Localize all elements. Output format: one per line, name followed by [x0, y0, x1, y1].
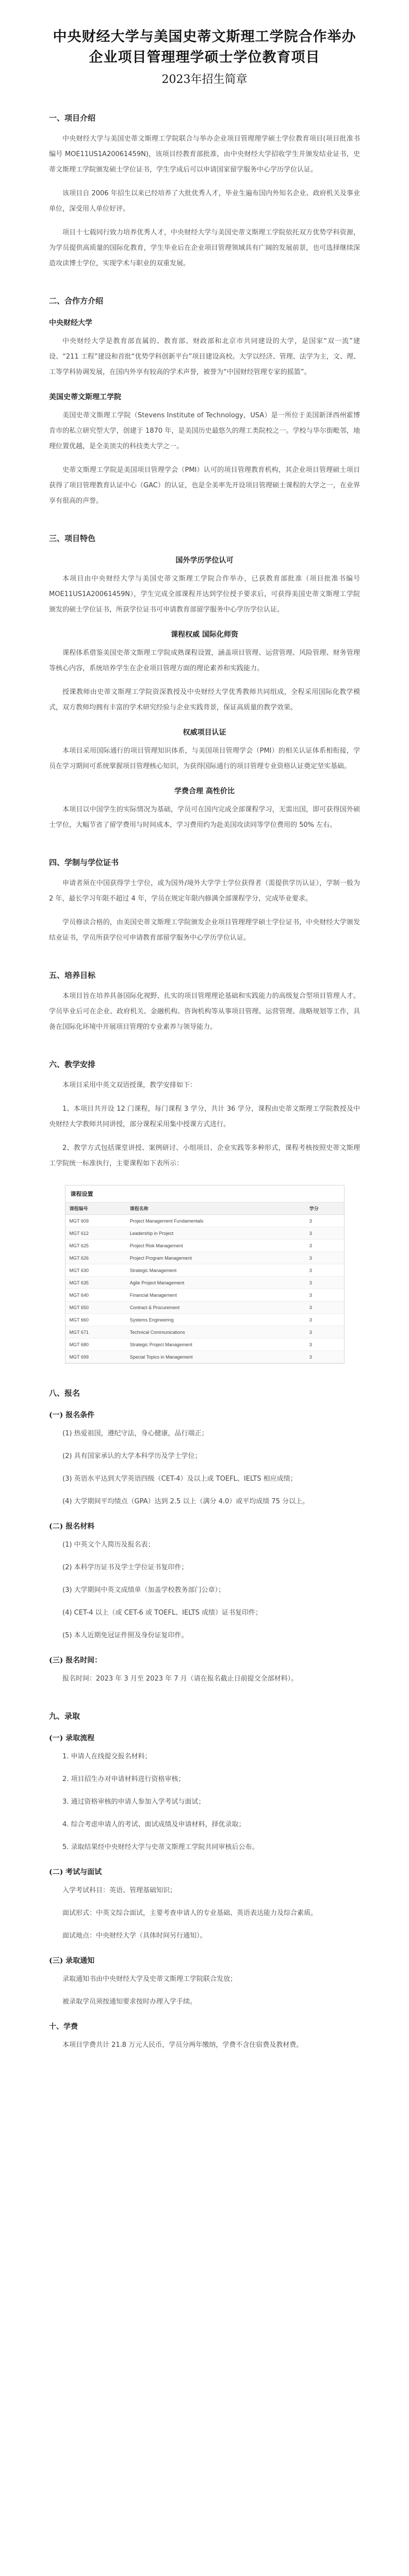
section-heading: 五、培养目标 — [49, 971, 96, 980]
section-duration — [49, 857, 360, 946]
page-subtitle: 2023年招生简章 — [161, 73, 248, 86]
paragraph: 授课教师由史蒂文斯理工学院资深教授及中央财经大学优秀教师共同组成，全程采用国际化教学模式，双方教师均拥有丰富的学术研究经验与企业实践背景，保证高质量的教学效果。 — [49, 688, 360, 711]
table-row — [66, 1301, 344, 1314]
list-item: 入学考试科目：英语、管理基础知识； — [62, 1887, 177, 1894]
table-cell: MGT 680 — [66, 1338, 126, 1351]
list-item: 被录取学员须按通知要求按时办理入学手续。 — [62, 1998, 197, 2006]
table-row — [66, 1289, 344, 1301]
section-heading: 四、学制与学位证书 — [49, 858, 119, 867]
paragraph: 1、本项目共开设 12 门课程，每门课程 3 学分，共计 36 学分，课程由史蒂文斯理工学院教授及中央财经大学教师共同讲授，部分课程采用集中授课方式进行。 — [49, 1105, 360, 1128]
table-header-row — [66, 1202, 344, 1215]
table-cell: MGT 660 — [66, 1314, 126, 1326]
list-item: 面试地点：中央财经大学（具体时间另行通知）。 — [62, 1932, 207, 1940]
list-item: 4. 综合考虑申请人的考试、面试成绩及申请材料，择优录取； — [62, 1821, 246, 1828]
list-item: (3) 大学期间中英文成绩单（加盖学校教务部门公章）； — [62, 1586, 225, 1594]
list-item: 报名时间：2023 年 3 月至 2023 年 7 月（请在报名截止日前提交全部材料）。 — [62, 1675, 298, 1683]
table-cell: MGT 640 — [66, 1289, 126, 1301]
table-cell: 3 — [305, 1240, 344, 1252]
table-row — [66, 1264, 344, 1277]
table-cell: 3 — [305, 1351, 344, 1363]
list-item: 面试形式：中英文综合面试，主要考查申请人的专业基础、英语表达能力及综合素质。 — [62, 1909, 318, 1917]
list-item: (1) 中英文个人简历及报名表； — [62, 1541, 155, 1549]
subheading: 权威项目认证 — [183, 728, 226, 737]
table-cell: 3 — [305, 1264, 344, 1277]
paragraph: 本项目采用中英文双语授课，教学安排如下： — [62, 1081, 197, 1089]
table-cell: Project Management Fundamentals — [126, 1215, 305, 1227]
paragraph: 中央财经大学与美国史蒂文斯理工学院联合与举办企业项目管理理学硕士学位教育项目(项目批准书编号 MOE11US1A20061459N)，该项目经教育部批准，由中央财经大学招收学生并颁发结业证书，史蒂文斯理工学院颁发硕士学位证书，学生学成后可以申请国家留学服务中心学历学位认证。 — [49, 135, 360, 174]
paragraph: 本项目采用国际通行的项目管理知识体系，与美国项目管理学会（PMI）的相关认证体系相衔接，学员在学习期间可系统掌握项目管理核心知识，为获得国际通行的项目管理专业资格认证奠定坚实基础。 — [49, 747, 360, 770]
table-cell: Agile Project Management — [126, 1277, 305, 1289]
subheading: 中央财经大学 — [49, 319, 92, 327]
table-caption: 课程设置 — [66, 1185, 344, 1202]
table-cell: 3 — [305, 1301, 344, 1314]
table-row — [66, 1326, 344, 1338]
section-goals — [49, 970, 360, 1035]
paragraph: 本项目以中国学生的实际情况为基础，学员可在国内完成全部课程学习，无需出国，即可获得国外硕士学位，大幅节省了留学费用与时间成本，学习费用约为赴美国攻读同等学位费用的 50% 左右。 — [49, 806, 360, 829]
paragraph: 本项目由中央财经大学与美国史蒂文斯理工学院合作举办，已获教育部批准（项目批准书编号 MOE11US1A20061459N），学生完成全部课程并达到学位授予要求后，可获得美国史蒂文斯理工学院颁发的硕士学位证书，所获学位证书可申请教育部留学服务中心学历学位认证。 — [49, 575, 360, 614]
table-cell: 3 — [305, 1338, 344, 1351]
table-cell: Project Risk Management — [126, 1240, 305, 1252]
table-row — [66, 1351, 344, 1363]
table-cell: 3 — [305, 1326, 344, 1338]
section-intro — [49, 112, 360, 272]
table-row — [66, 1277, 344, 1289]
table-cell: MGT 635 — [66, 1277, 126, 1289]
paragraph: 中央财经大学是教育部直属的、教育部、财政部和北京市共同建设的大学，是国家“双一流”建设、“211 工程”建设和首批“优势学科创新平台”项目建设高校。大学以经济、管理、法学为主，文、理、工等学科协调发展，在国内外享有较高的学术声誉，被誉为“中国财经管理专家的摇篮”。 — [49, 337, 360, 376]
subheading: (二) 考试与面试 — [49, 1868, 102, 1876]
section-admission — [49, 1710, 360, 2053]
subheading: 国外学历学位认可 — [175, 556, 234, 565]
table-header: 课程名称 — [126, 1202, 305, 1215]
section-teaching — [49, 1059, 360, 1364]
table-cell: MGT 625 — [66, 1240, 126, 1252]
table-header: 学分 — [305, 1202, 344, 1215]
paragraph: 美国史蒂文斯理工学院（Stevens Institute of Technology，USA）是一所位于美国新泽西州霍博肯市的私立研究型大学，创建于 1870 年，是美国历史最悠久的理工类院校之一。学校与华尔街毗邻，地理位置优越，是全美顶尖的科技类大学之一。 — [49, 412, 360, 450]
list-item: (5) 本人近期免冠证件照及身份证复印件。 — [62, 1632, 188, 1639]
subheading: (三) 录取通知 — [49, 1957, 95, 1965]
paragraph: 该项目自 2006 年招生以来已经培养了大批优秀人才，毕业生遍布国内外知名企业、政府机关及事业单位，深受用人单位好评。 — [49, 190, 360, 213]
table-cell: 3 — [305, 1277, 344, 1289]
subheading: (二) 报名材料 — [49, 1522, 95, 1531]
subheading: (一) 报名条件 — [49, 1411, 95, 1419]
table-cell: MGT 650 — [66, 1301, 126, 1314]
table-row — [66, 1314, 344, 1326]
table-row — [66, 1338, 344, 1351]
table-row — [66, 1240, 344, 1252]
section-heading: 三、项目特色 — [49, 534, 96, 543]
paragraph: 2、教学方式包括课堂讲授、案例研讨、小组项目、企业实践等多种形式，课程考核按照史蒂文斯理工学院统一标准执行，主要课程如下表所示： — [49, 1144, 360, 1167]
section-heading: 八、报名 — [49, 1388, 80, 1398]
list-item: (3) 英语水平达到大学英语四级（CET-4）及以上或 TOEFL、IELTS 相应成绩； — [62, 1475, 297, 1483]
section-heading: 九、录取 — [49, 1711, 80, 1721]
subheading: 学费合理 高性价比 — [174, 787, 235, 795]
subheading: 美国史蒂文斯理工学院 — [49, 393, 121, 401]
list-item: 本项目学费共计 21.8 万元人民币，学员分两年缴纳，学费不含住宿费及教材费。 — [62, 2041, 303, 2049]
list-item: (1) 热爱祖国，遵纪守法，身心健康，品行端正； — [62, 1430, 208, 1437]
paragraph: 史蒂文斯理工学院是美国项目管理学会（PMI）认可的项目管理教育机构，其企业项目管理硕士项目获得了项目管理教育认证中心（GAC）的认证，也是全美率先开设项目管理硕士课程的大学之一，在业界享有很高的声誉。 — [49, 466, 360, 505]
table-cell: 3 — [305, 1252, 344, 1264]
table-cell: Contract & Procurement — [126, 1301, 305, 1314]
table-cell: Leadership in Project — [126, 1227, 305, 1240]
table-cell: MGT 609 — [66, 1215, 126, 1227]
paragraph: 本项目旨在培养具备国际化视野、扎实的项目管理理论基础和实践能力的高级复合型项目管理人才。学员毕业后可在企业、政府机关、金融机构、咨询机构等从事项目管理、运营管理、战略规划等工作，具备在国际化环境中开展项目管理的专业素养与领导能力。 — [49, 992, 360, 1031]
table-cell: MGT 612 — [66, 1227, 126, 1240]
paragraph: 项目十七载同行致力培养优秀人才，中央财经大学与美国史蒂文斯理工学院依托双方优势学科资源，为学员提供高质量的国际化教育，学生毕业后在企业项目管理领域具有广阔的发展前景，也可选择继续深造攻读博士学位，实现学术与职业的双重发展。 — [49, 229, 360, 267]
list-item: 5. 录取结果经中央财经大学与史蒂文斯理工学院共同审核后公布。 — [62, 1843, 259, 1851]
list-item: 录取通知书由中央财经大学及史蒂文斯理工学院联合发放； — [62, 1975, 237, 1983]
list-item: 1. 申请人在线提交报名材料； — [62, 1753, 152, 1760]
section-application — [49, 1387, 360, 1687]
table-cell: 3 — [305, 1289, 344, 1301]
table-cell: MGT 626 — [66, 1252, 126, 1264]
section-partners — [49, 295, 360, 509]
table-cell: Financial Management — [126, 1289, 305, 1301]
paragraph: 课程体系借鉴美国史蒂文斯理工学院成熟课程设置，涵盖项目管理、运营管理、风险管理、财务管理等核心内容，系统培养学生在企业项目管理方面的理论素养和实践能力。 — [49, 649, 360, 672]
section-heading: 一、项目介绍 — [49, 113, 96, 123]
list-item: (4) 大学期间平均绩点（GPA）达到 2.5 以上（满分 4.0）或平均成绩 75 分以上。 — [62, 1498, 309, 1505]
list-item: (4) CET-4 以上（或 CET-6 或 TOEFL、IELTS 成绩）证书复印件； — [62, 1609, 263, 1617]
list-item: 2. 项目招生办对申请材料进行资格审核； — [62, 1775, 185, 1783]
list-item: (2) 本科学历证书及学士学位证书复印件； — [62, 1564, 188, 1571]
section-heading: 二、合作方介绍 — [49, 296, 104, 306]
table-cell: Project Program Management — [126, 1252, 305, 1264]
subheading: (一) 录取流程 — [49, 1734, 95, 1742]
list-item: 3. 通过资格审核的申请人参加入学考试与面试； — [62, 1798, 205, 1806]
subheading: 课程权威 国际化师资 — [171, 631, 238, 639]
table-cell: MGT 630 — [66, 1264, 126, 1277]
table-cell: 3 — [305, 1215, 344, 1227]
paragraph: 学员修读合格的，由美国史蒂文斯理工学院颁发企业项目管理理学硕士学位证书，中央财经大学颁发结业证书，学员所获学位可申请教育部留学服务中心学历学位认证。 — [49, 919, 360, 942]
section-features — [49, 533, 360, 833]
subheading: (三) 报名时间： — [49, 1656, 102, 1665]
table-cell: Strategic Project Management — [126, 1338, 305, 1351]
table-row — [66, 1215, 344, 1227]
list-item: (2) 具有国家承认的大学本科学历及学士学位； — [62, 1452, 202, 1460]
table-cell: Systems Engineering — [126, 1314, 305, 1326]
table-cell: MGT 671 — [66, 1326, 126, 1338]
paragraph: 申请者须在中国获得学士学位，或为国外/境外大学学士学位获得者（需提供学历认证），学制一般为 2 年，最长学习年限不超过 4 年，学员在规定年限内修满全部课程学分，完成毕业要求。 — [49, 879, 360, 903]
course-table-image — [65, 1185, 345, 1364]
table-cell: 3 — [305, 1314, 344, 1326]
table-cell: MGT 699 — [66, 1351, 126, 1363]
course-table — [66, 1202, 344, 1363]
table-row — [66, 1227, 344, 1240]
page-title: 中央财经大学与美国史蒂文斯理工学院合作举办企业项目管理理学硕士学位教育项目 — [53, 29, 356, 65]
table-cell: Special Topics in Management — [126, 1351, 305, 1363]
subheading: 十、学费 — [49, 2023, 78, 2031]
table-cell: Technical Communications — [126, 1326, 305, 1338]
table-cell: 3 — [305, 1227, 344, 1240]
section-heading: 六、教学安排 — [49, 1060, 96, 1069]
table-row — [66, 1252, 344, 1264]
table-cell: Strategic Management — [126, 1264, 305, 1277]
table-header: 课程编号 — [66, 1202, 126, 1215]
